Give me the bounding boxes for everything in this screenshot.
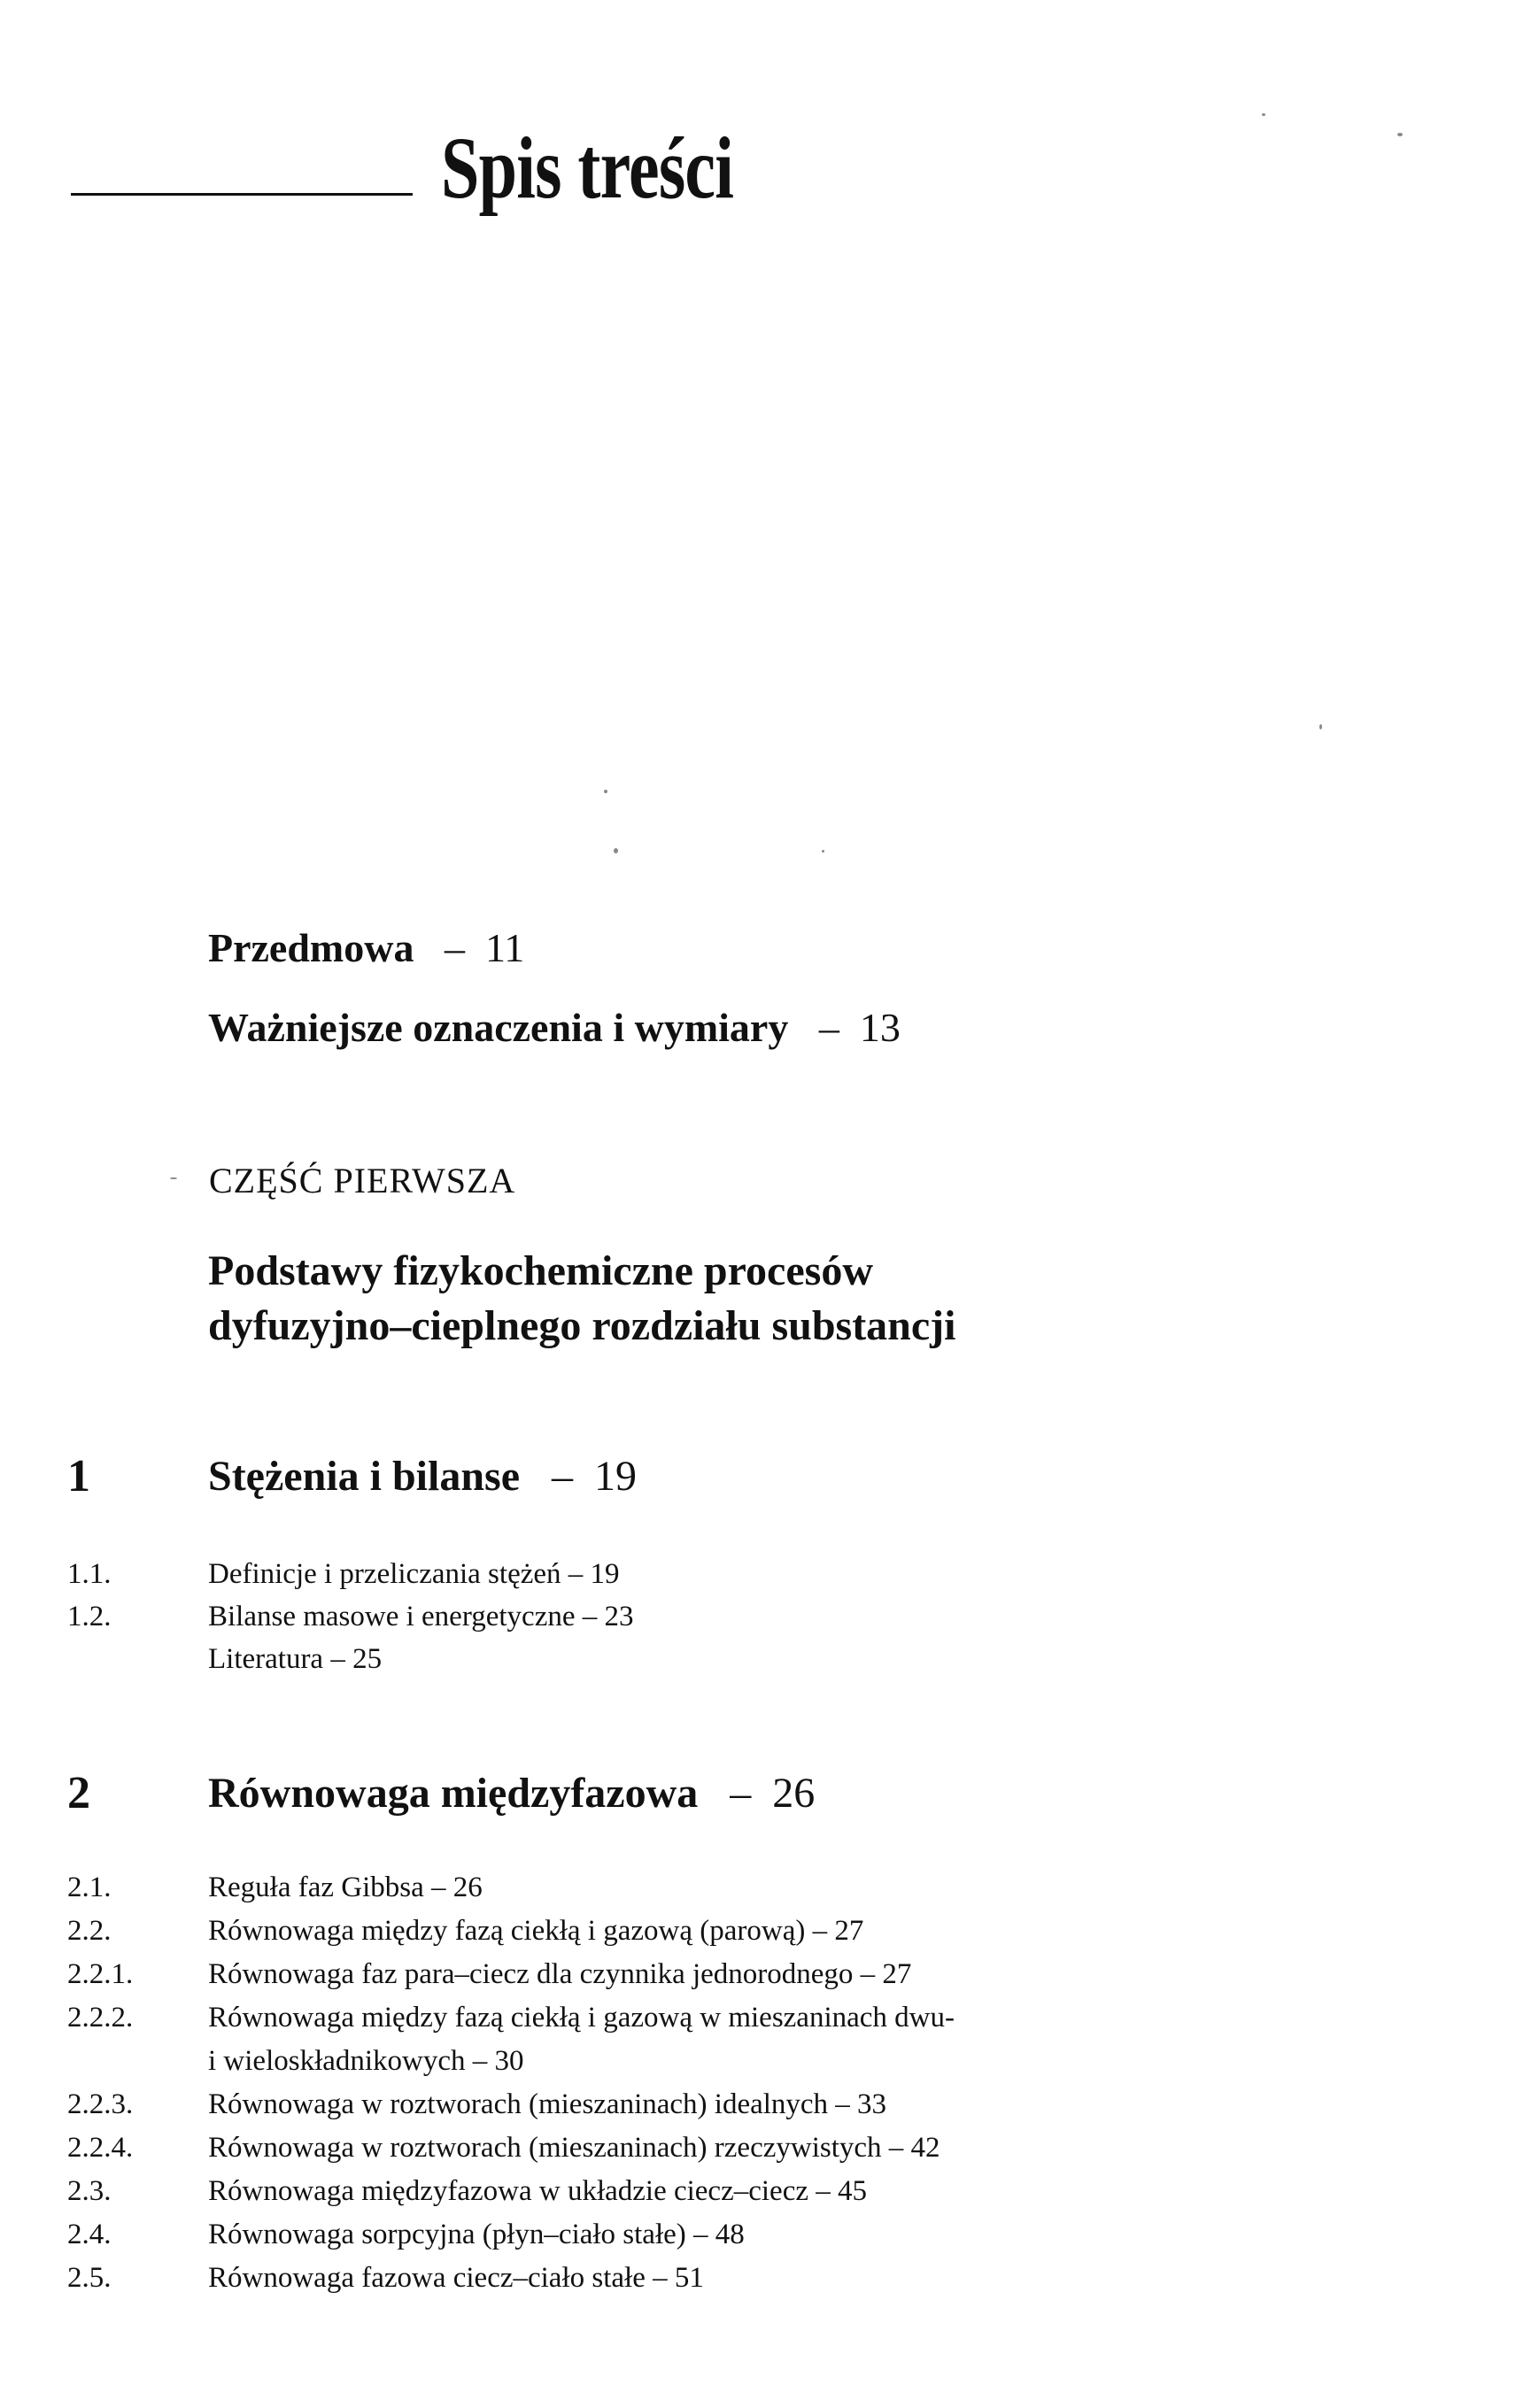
subentry-text: Równowaga sorpcyjna (płyn–ciało stałe) – 48 — [208, 2219, 745, 2250]
entry-sep: – — [818, 1005, 839, 1050]
subentry-text: Równowaga fazowa ciecz–ciało stałe – 51 — [208, 2262, 704, 2294]
chapter-page: 26 — [772, 1770, 816, 1817]
scan-speck — [604, 790, 607, 793]
subentry-text: Równowaga w roztworach (mieszaninach) idealnych – 33 — [208, 2088, 887, 2120]
scan-speck — [1319, 724, 1322, 729]
scan-speck — [170, 1177, 177, 1179]
subentry-number: 2.3. — [67, 2175, 112, 2207]
subentry-text: Bilanse masowe i energetyczne – 23 — [208, 1601, 634, 1632]
part-title-line-2: dyfuzyjno–cieplnego rozdziału substancji — [208, 1302, 956, 1349]
part-label: CZĘŚĆ PIERWSZA — [209, 1161, 516, 1200]
subentry-text: Równowaga między fazą ciekłą i gazową w mieszaninach dwu- — [208, 2002, 955, 2034]
entry-title: Ważniejsze oznaczenia i wymiary — [208, 1005, 789, 1050]
chapter-title-text: Równowaga międzyfazowa — [208, 1770, 699, 1817]
entry-sep: – — [444, 925, 465, 970]
subentry-text: Definicje i przeliczania stężeń – 19 — [208, 1558, 620, 1590]
scan-speck — [822, 850, 824, 853]
subentry-number: 1.2. — [67, 1601, 112, 1632]
chapter-sep: – — [730, 1770, 752, 1817]
entry-title: Przedmowa — [208, 925, 414, 970]
chapter-sep: – — [552, 1453, 574, 1500]
subentry-number: 2.2. — [67, 1915, 112, 1947]
page-title: Spis treści — [441, 119, 734, 217]
scan-speck — [1397, 133, 1403, 136]
part-title-line-1: Podstawy fizykochemiczne procesów — [208, 1247, 873, 1294]
chapter-page: 19 — [594, 1453, 638, 1500]
subentry-text: Równowaga między fazą ciekłą i gazową (parową) – 27 — [208, 1915, 864, 1947]
scan-speck — [1262, 113, 1265, 116]
subentry-text: Równowaga faz para–ciecz dla czynnika jednorodnego – 27 — [208, 1958, 912, 1990]
toc-entry-front-matter — [208, 1007, 901, 1048]
subentry-number: 2.2.1. — [67, 1958, 134, 1990]
subentry-text: Reguła faz Gibbsa – 26 — [208, 1872, 483, 1903]
chapter-title-text: Stężenia i bilanse — [208, 1453, 521, 1500]
entry-page: 13 — [859, 1005, 901, 1050]
subentry-number: 2.1. — [67, 1872, 112, 1903]
subentry-number: 2.2.2. — [67, 2002, 134, 2034]
subentry-number: 1.1. — [67, 1558, 112, 1590]
subentry-text: Równowaga międzyfazowa w układzie ciecz–ciecz – 45 — [208, 2175, 867, 2207]
subentry-text: Literatura – 25 — [208, 1643, 383, 1675]
subentry-number: 2.4. — [67, 2219, 112, 2250]
subentry-number: 2.5. — [67, 2262, 112, 2294]
toc-entry-front-matter — [208, 925, 525, 970]
subentry-text: i wieloskładnikowych – 30 — [208, 2045, 524, 2077]
chapter-number: 1 — [67, 1451, 90, 1501]
subentry-number: 2.2.4. — [67, 2132, 134, 2164]
chapter-number: 2 — [67, 1768, 90, 1818]
title-rule — [71, 193, 413, 196]
entry-page: 11 — [484, 925, 525, 970]
chapter-title — [208, 1455, 637, 1498]
subentry-text: Równowaga w roztworach (mieszaninach) rzeczywistych – 42 — [208, 2132, 940, 2164]
subentry-number: 2.2.3. — [67, 2088, 134, 2120]
chapter-title — [208, 1772, 815, 1815]
scan-speck — [614, 848, 618, 853]
